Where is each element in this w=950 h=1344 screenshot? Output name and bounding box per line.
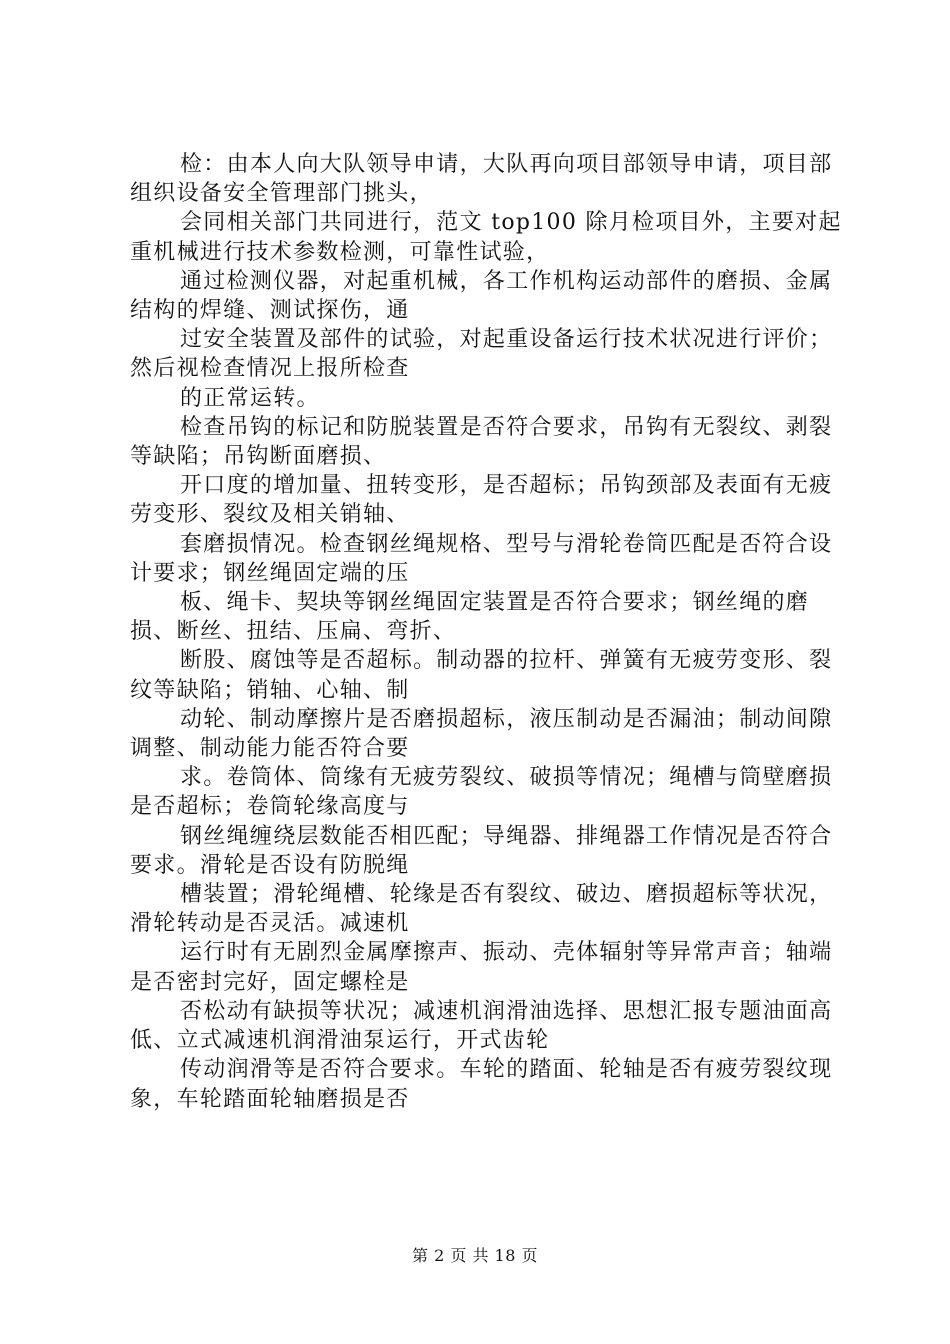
paragraph-17: 传动润滑等是否符合要求。车轮的踏面、轮轴是否有疲劳裂纹现象，车轮踏面轮轴磨损是否 [130, 1057, 833, 1112]
paragraph-4: 过安全装置及部件的试验，对起重设备运行技术状况进行评价；然后视检查情况上报所检查 [130, 327, 833, 382]
paragraph-15: 运行时有无剧烈金属摩擦声、振动、壳体辐射等异常声音；轴端是否密封完好，固定螺栓是 [130, 940, 833, 995]
paragraph-7: 开口度的增加量、扭转变形，是否超标；吊钩颈部及表面有无疲劳变形、裂纹及相关销轴、 [130, 473, 833, 528]
paragraph-13: 钢丝绳缠绕层数能否相匹配；导绳器、排绳器工作情况是否符合要求。滑轮是否设有防脱绳 [130, 823, 833, 878]
paragraph-14: 槽装置；滑轮绳槽、轮缘是否有裂纹、破边、磨损超标等状况，滑轮转动是否灵活。减速机 [130, 882, 833, 937]
page-number-footer: 第 2 页 共 18 页 [412, 1246, 538, 1265]
paragraph-12: 求。卷筒体、筒缘有无疲劳裂纹、破损等情况；绳槽与筒壁磨损是否超标；卷筒轮缘高度与 [130, 765, 833, 820]
paragraph-1: 检：由本人向大队领导申请，大队再向项目部领导申请，项目部组织设备安全管理部门挑头， [130, 152, 833, 207]
paragraph-10: 断股、腐蚀等是否超标。制动器的拉杆、弹簧有无疲劳变形、裂纹等缺陷；销轴、心轴、制 [130, 648, 833, 703]
paragraph-2: 会同相关部门共同进行，范文 top100 除月检项目外，主要对起重机械进行技术参数检测，可靠性试验， [130, 210, 842, 265]
body-text [130, 150, 850, 1114]
paragraph-16: 否松动有缺损等状况；减速机润滑油选择、思想汇报专题油面高低、立式减速机润滑油泵运行，开式齿轮 [130, 998, 833, 1054]
paragraph-9: 板、绳卡、契块等钢丝绳固定装置是否符合要求；钢丝绳的磨损、断丝、扭结、压扁、弯折、 [130, 590, 810, 645]
paragraph-3: 通过检测仪器，对起重机械，各工作机构运动部件的磨损、金属结构的焊缝、测试探伤，通 [130, 268, 833, 324]
paragraph-8: 套磨损情况。检查钢丝绳规格、型号与滑轮卷筒匹配是否符合设计要求；钢丝绳固定端的压 [130, 531, 833, 586]
paragraph-11: 动轮、制动摩擦片是否磨损超标，液压制动是否漏油；制动间隙调整、制动能力能否符合要 [130, 706, 833, 762]
paragraph-5: 的正常运转。 [180, 385, 320, 411]
paragraph-6: 检查吊钩的标记和防脱装置是否符合要求，吊钩有无裂纹、剥裂等缺陷；吊钩断面磨损、 [130, 414, 833, 470]
